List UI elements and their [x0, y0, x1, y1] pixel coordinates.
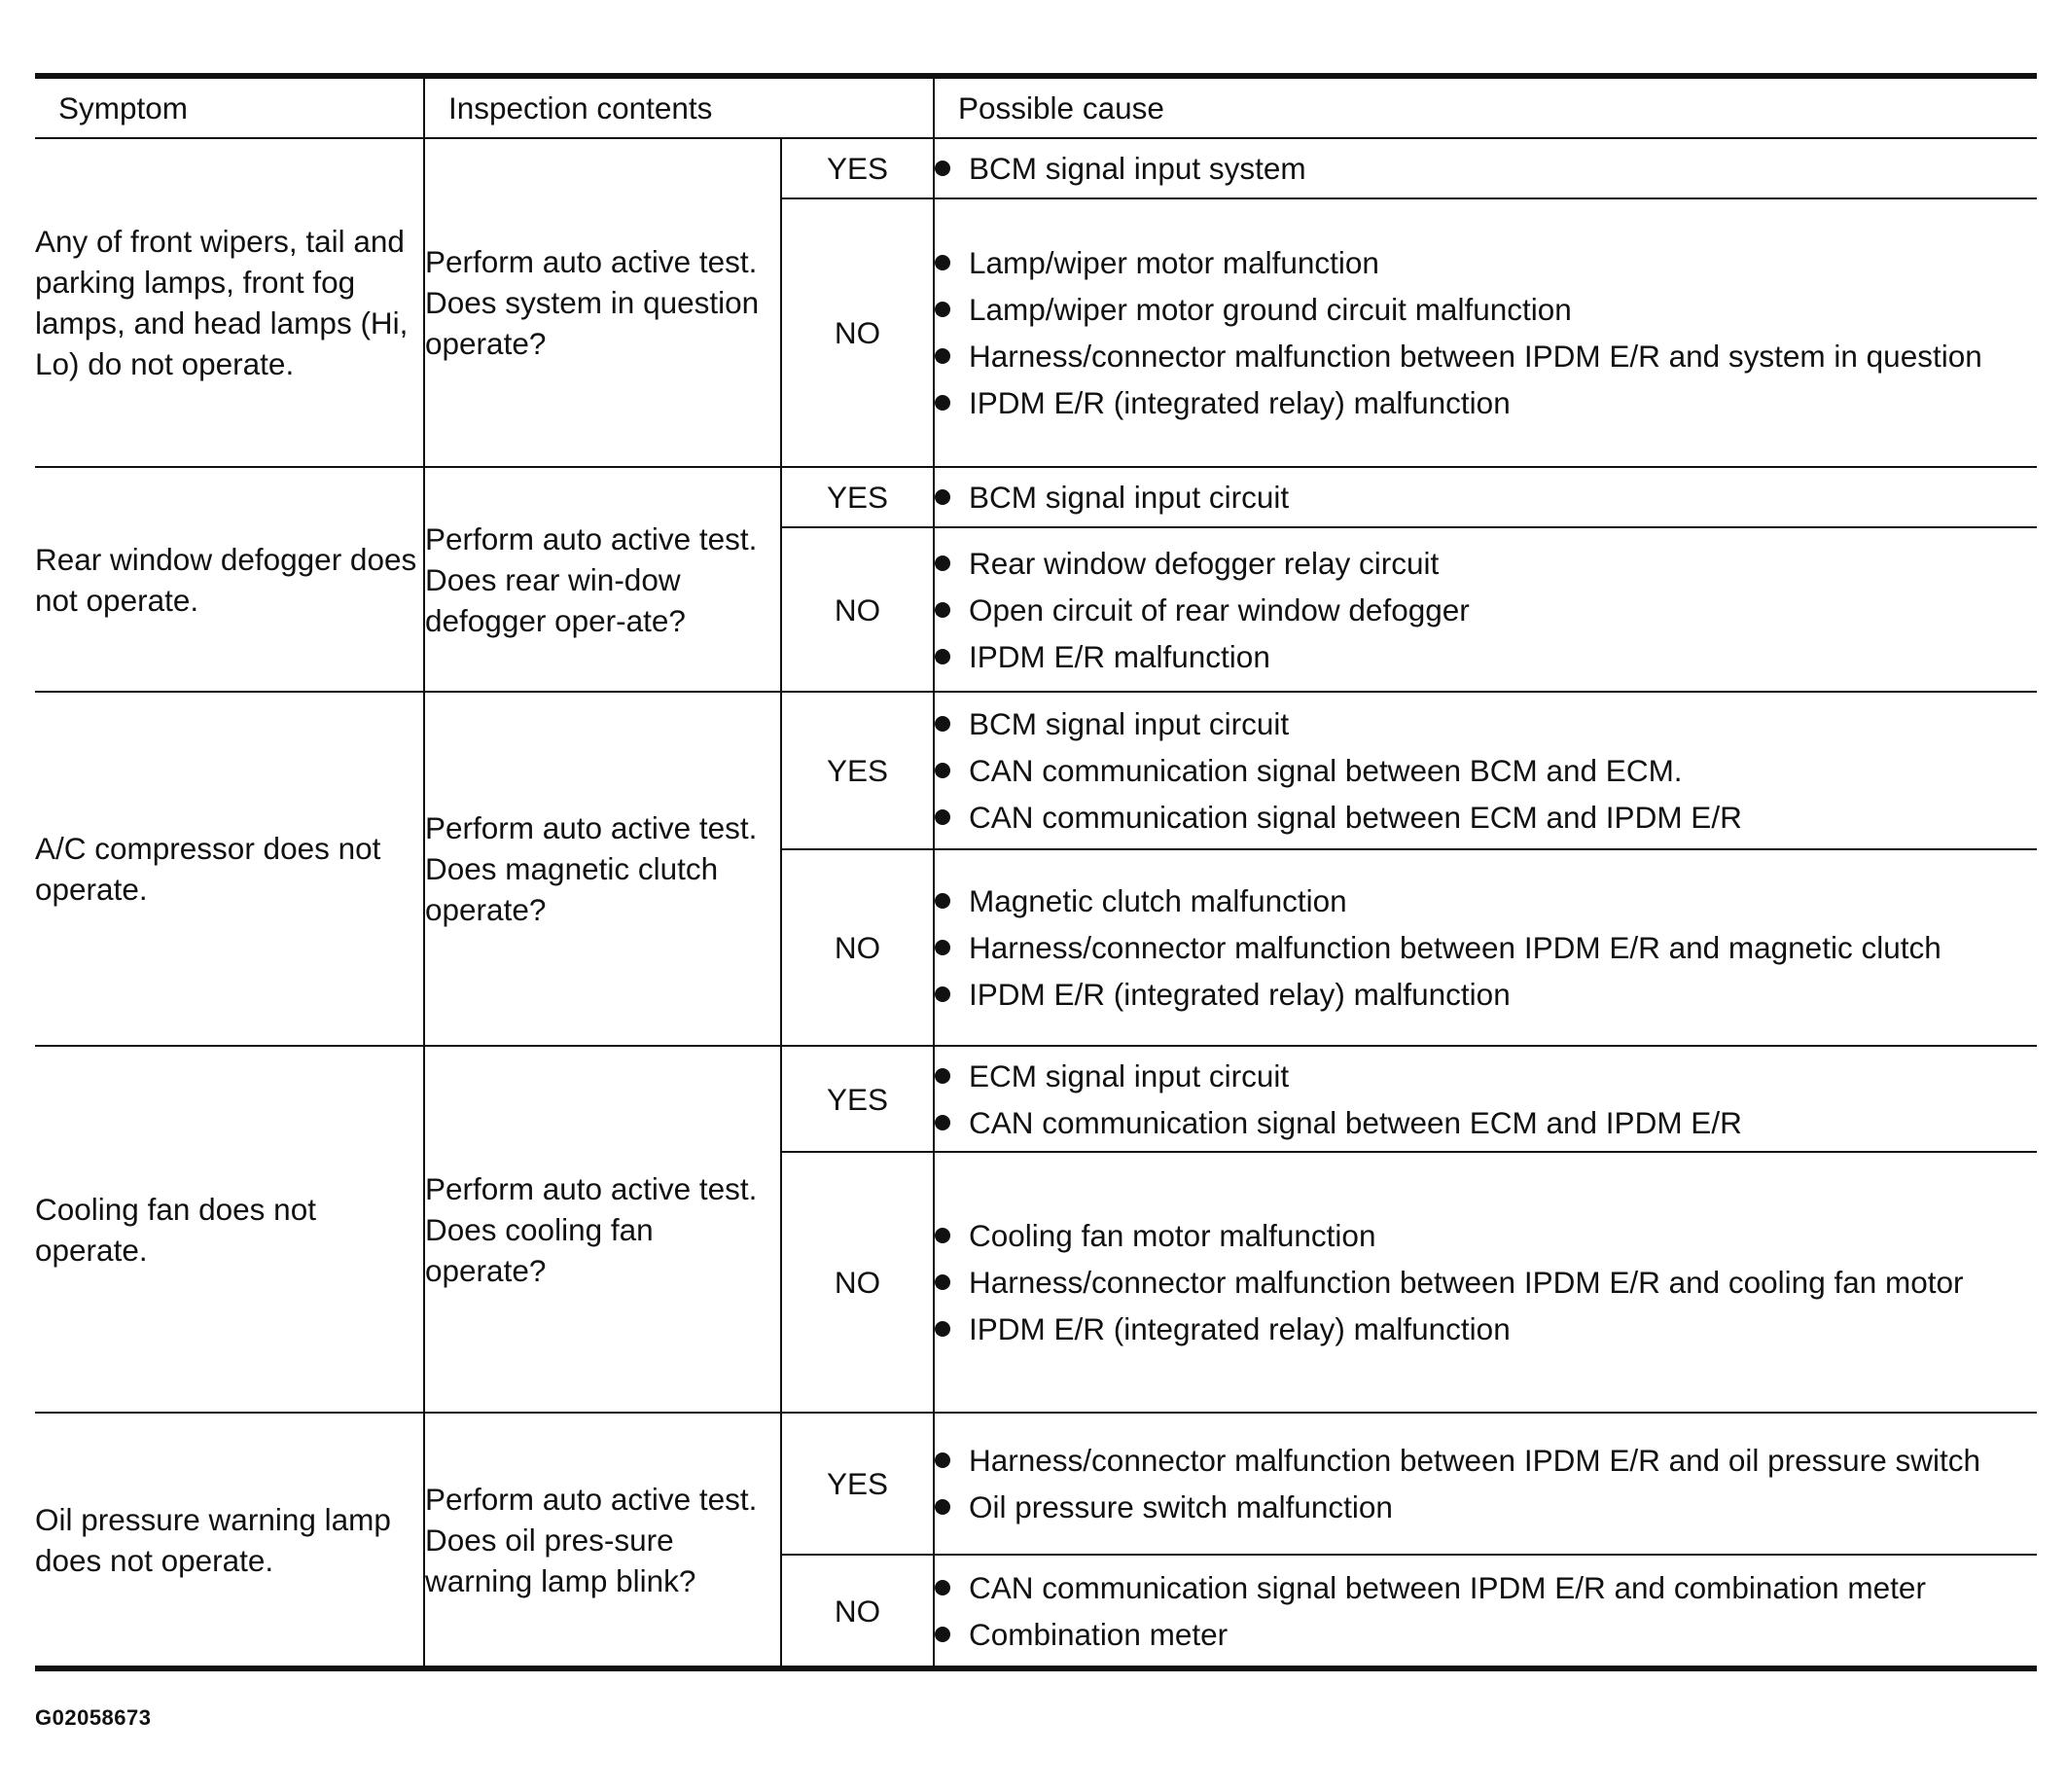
- cause-text: BCM signal input circuit: [969, 706, 1290, 741]
- list-item: [935, 797, 2037, 838]
- bullet-icon: [935, 940, 950, 955]
- cause-text: BCM signal input system: [969, 151, 1306, 186]
- list-item: [935, 1215, 2037, 1256]
- bullet-icon: [935, 161, 950, 176]
- list-item: [935, 1487, 2037, 1527]
- list-item: [935, 382, 2037, 423]
- cause-text: IPDM E/R (integrated relay) malfunction: [969, 1311, 1511, 1346]
- cause-text: CAN communication signal between BCM and ECM.: [969, 753, 1683, 788]
- possible-cause-yes: [934, 138, 2037, 198]
- table-row: [35, 1046, 2037, 1152]
- bullet-icon: [935, 255, 950, 270]
- cause-text: Lamp/wiper motor ground circuit malfunction: [969, 292, 1572, 327]
- cause-text: Lamp/wiper motor malfunction: [969, 245, 1379, 280]
- list-item: [935, 1308, 2037, 1349]
- answer-no: NO: [781, 849, 934, 1046]
- list-item: [935, 590, 2037, 630]
- cause-text: Harness/connector malfunction between IPDM E/R and magnetic clutch: [969, 930, 1941, 965]
- answer-no: NO: [781, 527, 934, 692]
- answer-no: NO: [781, 1555, 934, 1668]
- symptom-cell: Rear window defogger does not operate.: [35, 467, 424, 692]
- list-item: [935, 1440, 2037, 1481]
- cause-text: BCM signal input circuit: [969, 480, 1290, 515]
- header-symptom: Symptom: [35, 76, 424, 138]
- table-row: [35, 467, 2037, 527]
- list-item: [935, 289, 2037, 330]
- possible-cause-no: [934, 1152, 2037, 1413]
- list-item: [935, 750, 2037, 791]
- symptom-cell: Oil pressure warning lamp does not operate.: [35, 1413, 424, 1668]
- list-item: [935, 1056, 2037, 1096]
- possible-cause-yes: [934, 692, 2037, 849]
- bullet-icon: [935, 602, 950, 618]
- answer-no: NO: [781, 1152, 934, 1413]
- answer-yes: YES: [781, 1413, 934, 1555]
- bullet-icon: [935, 1115, 950, 1130]
- bullet-icon: [935, 893, 950, 909]
- symptom-cell: A/C compressor does not operate.: [35, 692, 424, 1046]
- answer-yes: YES: [781, 467, 934, 527]
- list-item: [935, 242, 2037, 283]
- symptom-cell: Cooling fan does not operate.: [35, 1046, 424, 1413]
- bullet-icon: [935, 986, 950, 1002]
- list-item: [935, 1262, 2037, 1303]
- bullet-icon: [935, 1627, 950, 1642]
- bullet-icon: [935, 1580, 950, 1595]
- possible-cause-yes: [934, 1046, 2037, 1152]
- cause-text: Harness/connector malfunction between IPDM E/R and system in question: [969, 339, 1982, 374]
- possible-cause-yes: [934, 1413, 2037, 1555]
- table-row: [35, 1413, 2037, 1555]
- possible-cause-yes: [934, 467, 2037, 527]
- bullet-icon: [935, 1274, 950, 1290]
- bullet-icon: [935, 1452, 950, 1468]
- bullet-icon: [935, 1321, 950, 1337]
- cause-list: [935, 1567, 2037, 1655]
- cause-list: [935, 242, 2037, 423]
- list-item: [935, 477, 2037, 518]
- cause-text: Harness/connector malfunction between IPDM E/R and oil pressure switch: [969, 1443, 1980, 1478]
- list-item: [935, 880, 2037, 921]
- list-item: [935, 1614, 2037, 1655]
- cause-text: IPDM E/R (integrated relay) malfunction: [969, 385, 1511, 420]
- inspection-cell: Perform auto active test. Does cooling fan operate?: [424, 1046, 781, 1413]
- cause-list: [935, 880, 2037, 1015]
- table-row: [35, 138, 2037, 198]
- cause-list: [935, 148, 2037, 189]
- bullet-icon: [935, 809, 950, 825]
- inspection-cell: Perform auto active test. Does magnetic clutch operate?: [424, 692, 781, 1046]
- figure-id: G02058673: [35, 1705, 152, 1730]
- cause-text: Rear window defogger relay circuit: [969, 545, 1440, 581]
- cause-text: IPDM E/R malfunction: [969, 638, 1270, 674]
- list-item: [935, 636, 2037, 677]
- bullet-icon: [935, 716, 950, 732]
- cause-text: Open circuit of rear window defogger: [969, 591, 1470, 627]
- possible-cause-no: [934, 849, 2037, 1046]
- cause-text: Combination meter: [969, 1616, 1229, 1652]
- bullet-icon: [935, 1499, 950, 1515]
- list-item: [935, 148, 2037, 189]
- list-item: [935, 1102, 2037, 1143]
- list-item: [935, 703, 2037, 744]
- cause-text: Harness/connector malfunction between IPDM E/R and cooling fan motor: [969, 1265, 1964, 1300]
- symptom-cell: Any of front wipers, tail and parking lamps, front fog lamps, and head lamps (Hi, Lo) do not operate.: [35, 138, 424, 467]
- cause-text: Oil pressure switch malfunction: [969, 1489, 1393, 1524]
- cause-list: [935, 1215, 2037, 1349]
- header-row: [35, 76, 2037, 138]
- possible-cause-no: [934, 527, 2037, 692]
- cause-list: [935, 543, 2037, 677]
- list-item: [935, 543, 2037, 584]
- diagnosis-table: [35, 73, 2037, 1671]
- cause-list: [935, 1056, 2037, 1143]
- bullet-icon: [935, 556, 950, 571]
- bullet-icon: [935, 1068, 950, 1084]
- inspection-cell: Perform auto active test. Does rear win-dow defogger oper-ate?: [424, 467, 781, 692]
- cause-text: CAN communication signal between IPDM E/R and combination meter: [969, 1569, 1926, 1605]
- bullet-icon: [935, 302, 950, 317]
- cause-text: CAN communication signal between ECM and IPDM E/R: [969, 1104, 1742, 1140]
- cause-text: Magnetic clutch malfunction: [969, 883, 1347, 918]
- bullet-icon: [935, 489, 950, 505]
- bullet-icon: [935, 649, 950, 664]
- list-item: [935, 974, 2037, 1015]
- header-possible-cause: Possible cause: [934, 76, 2037, 138]
- header-inspection: Inspection contents: [424, 76, 934, 138]
- bullet-icon: [935, 348, 950, 364]
- bullet-icon: [935, 395, 950, 411]
- list-item: [935, 927, 2037, 968]
- bullet-icon: [935, 763, 950, 778]
- inspection-cell: Perform auto active test. Does oil pres-sure warning lamp blink?: [424, 1413, 781, 1668]
- answer-yes: YES: [781, 138, 934, 198]
- table-row: [35, 692, 2037, 849]
- possible-cause-no: [934, 1555, 2037, 1668]
- possible-cause-no: [934, 198, 2037, 467]
- cause-list: [935, 477, 2037, 518]
- answer-yes: YES: [781, 1046, 934, 1152]
- cause-list: [935, 703, 2037, 838]
- answer-no: NO: [781, 198, 934, 467]
- list-item: [935, 336, 2037, 376]
- cause-text: IPDM E/R (integrated relay) malfunction: [969, 977, 1511, 1012]
- list-item: [935, 1567, 2037, 1608]
- inspection-cell: Perform auto active test. Does system in question operate?: [424, 138, 781, 467]
- bullet-icon: [935, 1228, 950, 1243]
- cause-list: [935, 1440, 2037, 1527]
- table-body: [35, 138, 2037, 1668]
- answer-yes: YES: [781, 692, 934, 849]
- cause-text: CAN communication signal between ECM and IPDM E/R: [969, 800, 1742, 835]
- cause-text: Cooling fan motor malfunction: [969, 1218, 1376, 1253]
- cause-text: ECM signal input circuit: [969, 1057, 1290, 1093]
